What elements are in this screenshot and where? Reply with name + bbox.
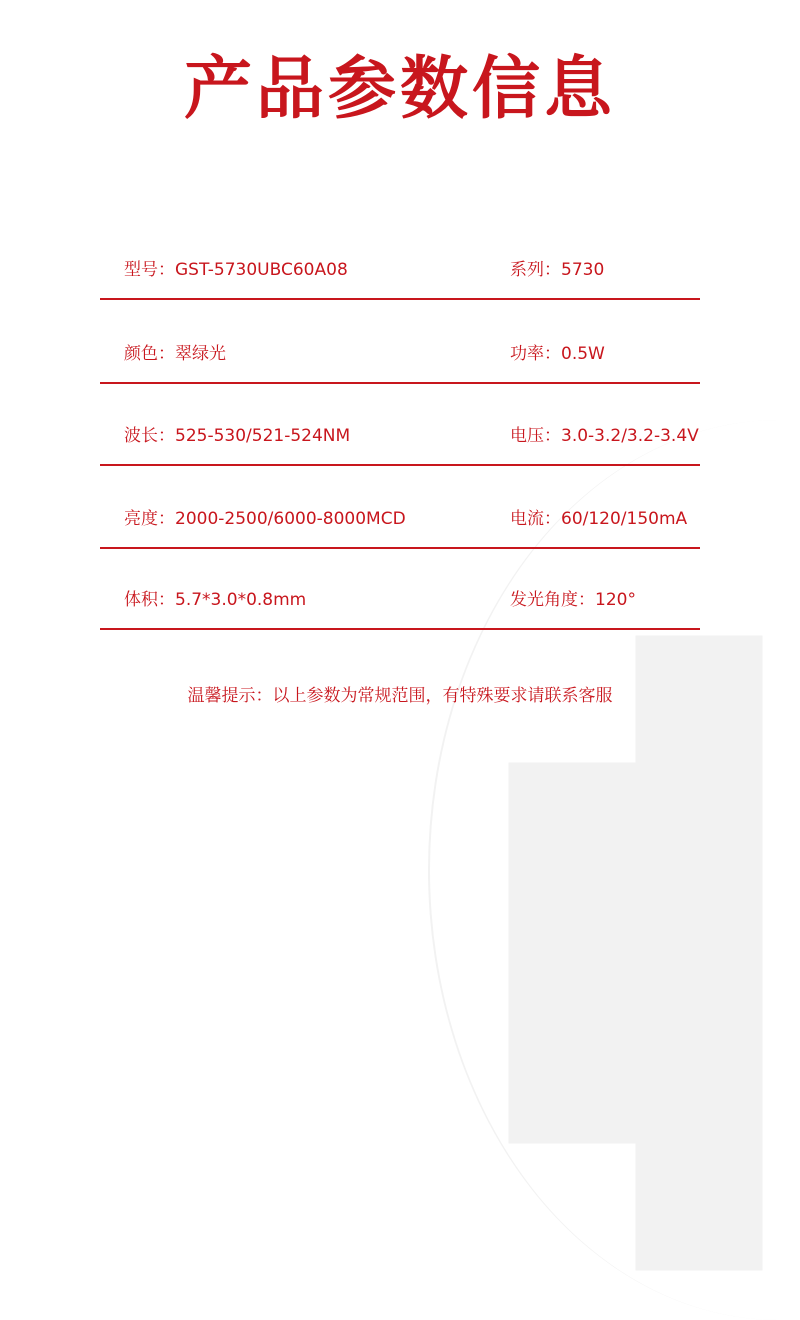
spec-row-wavelength: [100, 424, 700, 466]
spec-current: 电流：60/120/150mA: [510, 509, 688, 529]
spec-color: 颜色：翠绿光: [124, 344, 226, 364]
spec-voltage: 电压：3.0-3.2/3.2-3.4V: [510, 426, 699, 446]
spec-row-brightness: [100, 507, 700, 549]
spec-brightness: 亮度：2000-2500/6000-8000MCD: [124, 509, 406, 529]
spec-row-model: [100, 258, 700, 300]
spec-power: 功率：0.5W: [510, 344, 605, 364]
page-title: 产品参数信息: [183, 50, 616, 129]
spec-row-size: [100, 588, 700, 630]
spec-row-color: [100, 342, 700, 384]
spec-size: 体积：5.7*3.0*0.8mm: [124, 590, 307, 610]
background-arc-decoration: [428, 420, 800, 1320]
spec-beam-angle: 发光角度：120°: [510, 590, 636, 610]
footer-note: 温馨提示：以上参数为常规范围，有特殊要求请联系客服: [187, 686, 613, 706]
spec-series: 系列：5730: [510, 260, 605, 280]
spec-model: 型号：GST-5730UBC60A08: [124, 260, 348, 280]
spec-wavelength: 波长：525-530/521-524NM: [124, 426, 351, 446]
